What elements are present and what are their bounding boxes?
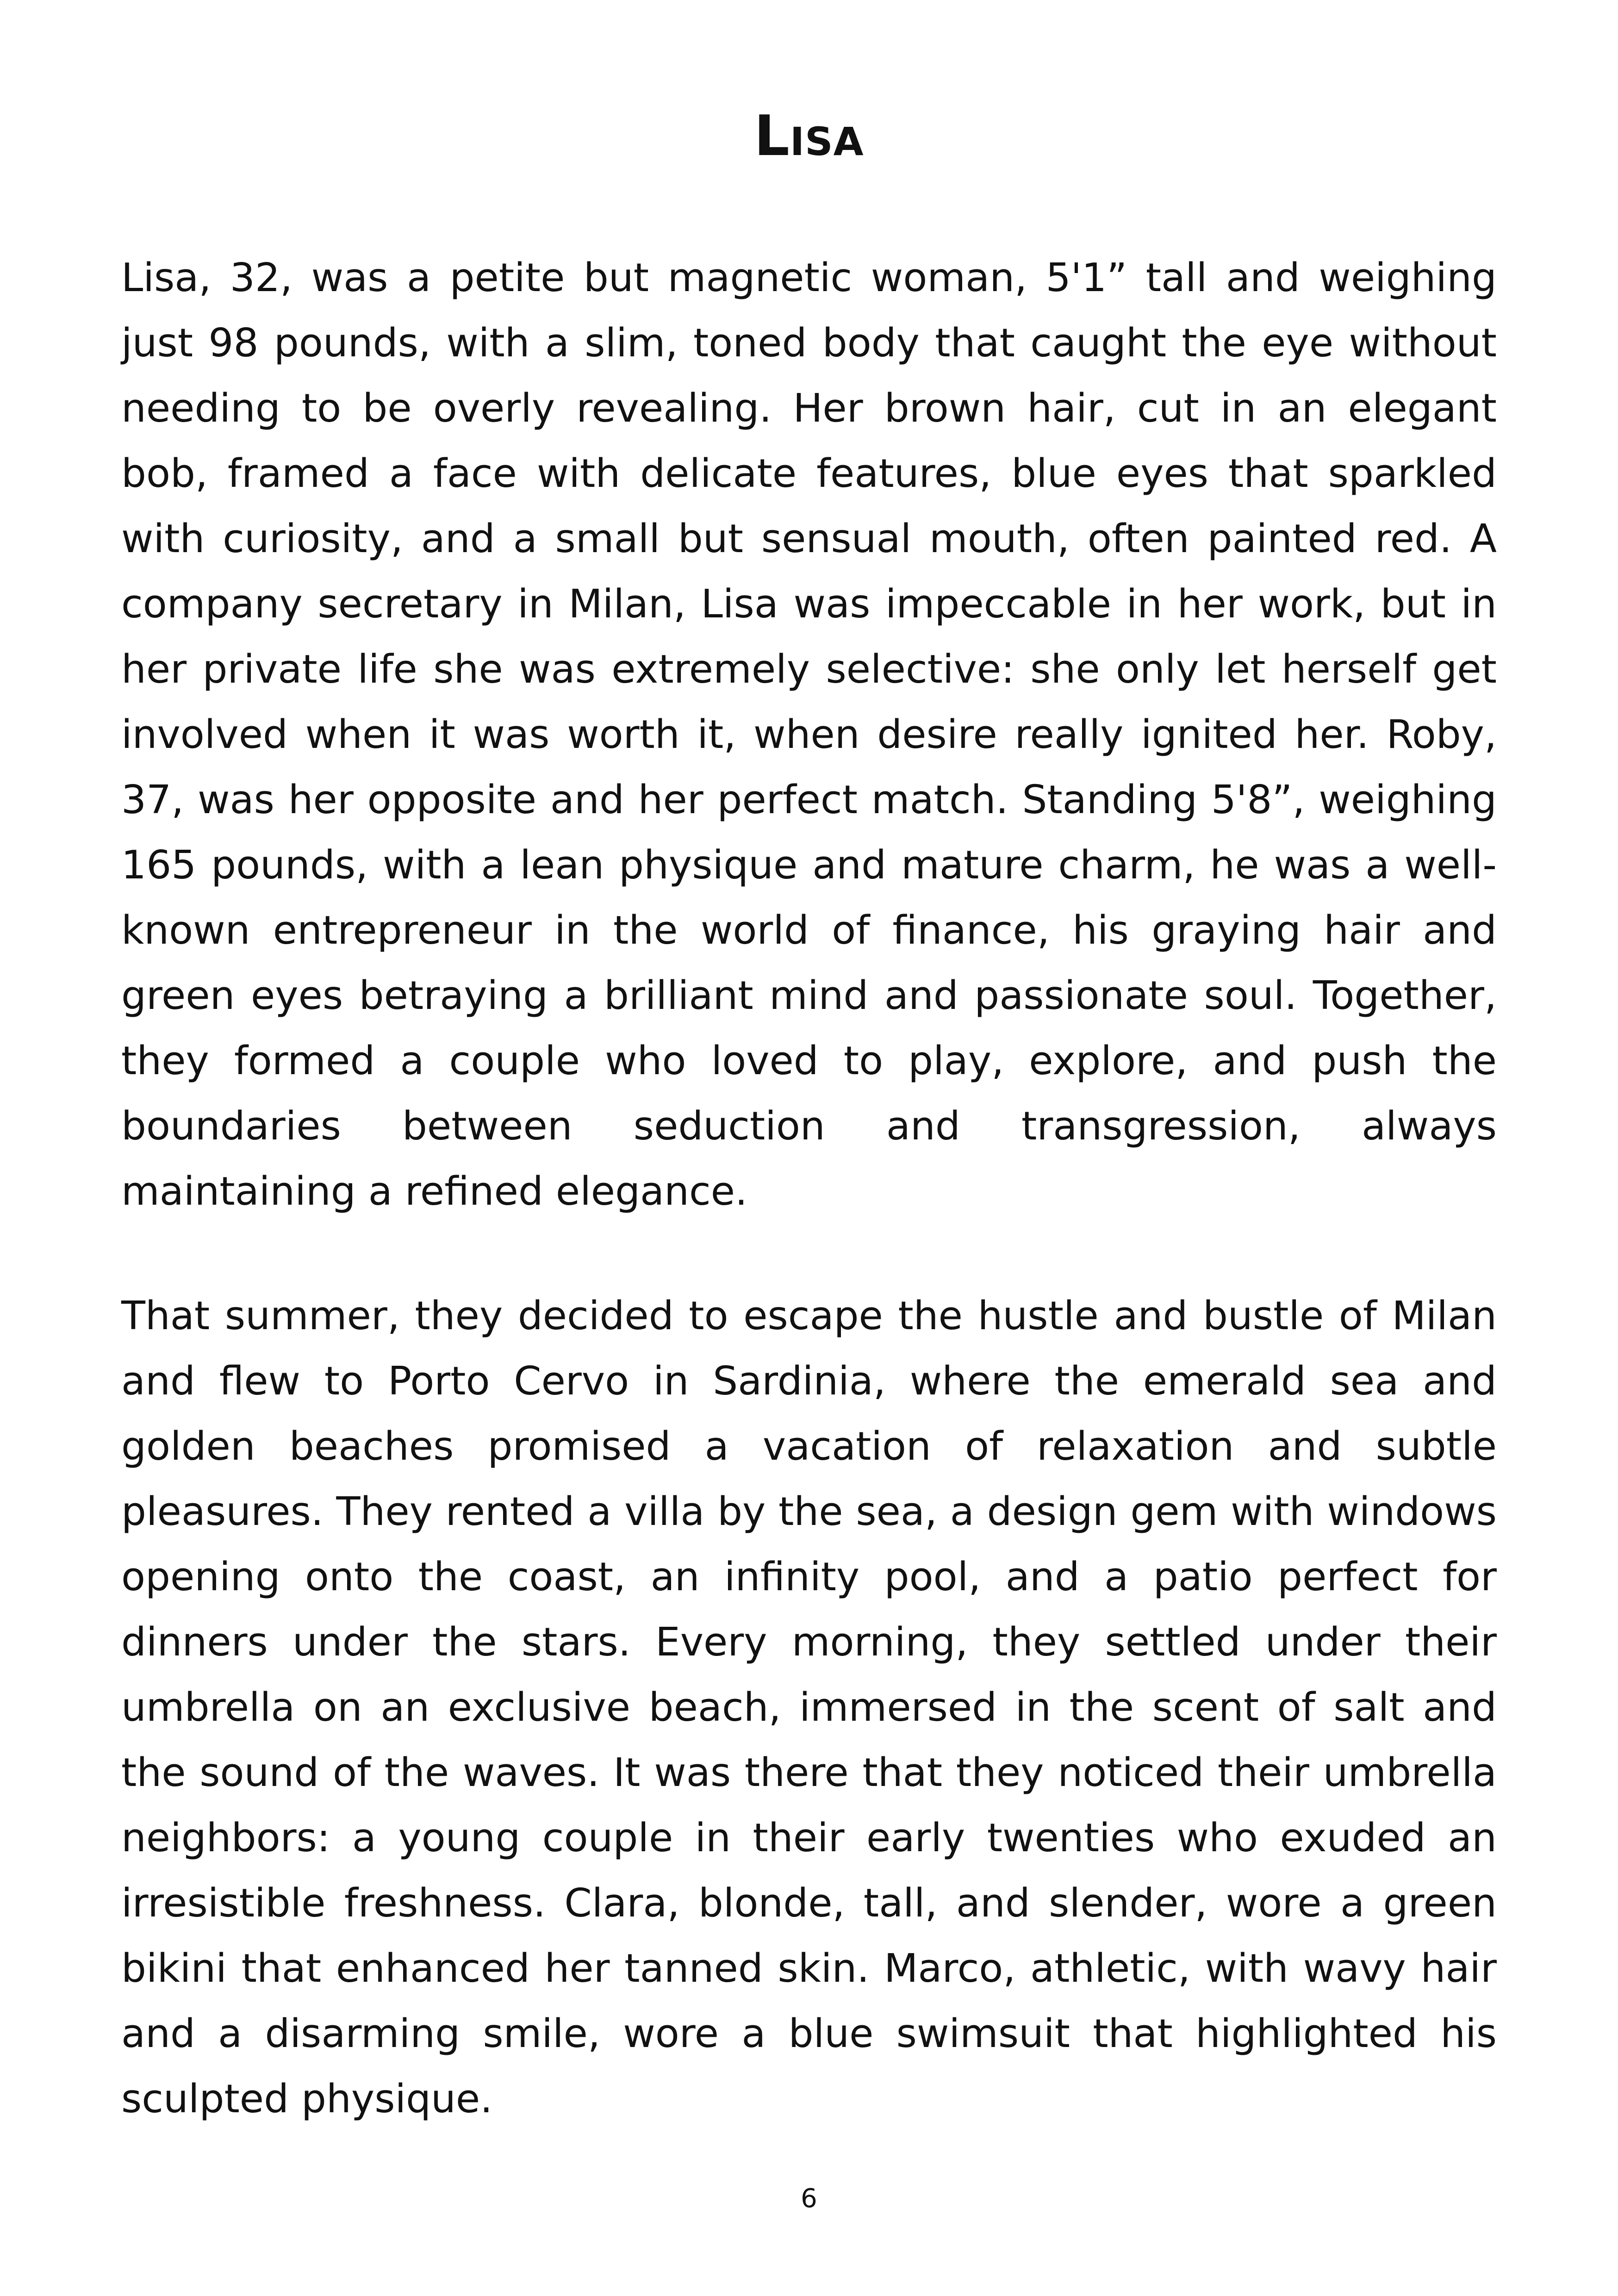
paragraph-1: Lisa, 32, was a petite but magnetic woman, 5'1” tall and weighing just 98 pounds, with a slim, toned body that caught the eye without needing to be overly revealing. Her brown hair, cut in an elegant bob, framed a face with delicate features, blue eyes that sparkled with curiosity, and a small but sensual mouth, often painted red. A company secretary in Milan, Lisa was impeccable in her work, but in her private life she was extremely selective: she only let herself get involved when it was worth it, when desire really ignited her. Roby, 37, was her opposite and her perfect match. Standing 5'8”, weighing 165 pounds, with a lean physique and mature charm, he was a well-known entrepreneur in the world of finance, his graying hair and green eyes betraying a brilliant mind and passionate soul. Together, they formed a couple who loved to play, explore, and push the boundaries between seduction and transgression, always maintaining a refined elegance. xyxy=(121,255,1497,1214)
paragraph-2: That summer, they decided to escape the hustle and bustle of Milan and flew to Porto Cervo in Sardinia, where the emerald sea and golden beaches promised a vacation of relaxation and subtle pleasures. They rented a villa by the sea, a design gem with windows opening onto the coast, an infinity pool, and a patio perfect for dinners under the stars. Every morning, they settled under their umbrella on an exclusive beach, immersed in the scent of salt and the sound of the waves. It was there that they noticed their umbrella neighbors: a young couple in their early twenties who exuded an irresistible freshness. Clara, blonde, tall, and slender, wore a green bikini that enhanced her tanned skin. Marco, athletic, with wavy hair and a disarming smile, wore a blue swimsuit that highlighted his sculpted physique. xyxy=(121,1293,1497,2122)
page-number: 6 xyxy=(801,2184,817,2214)
body-text xyxy=(121,245,1497,2191)
chapter-title: Lisa xyxy=(754,104,864,168)
